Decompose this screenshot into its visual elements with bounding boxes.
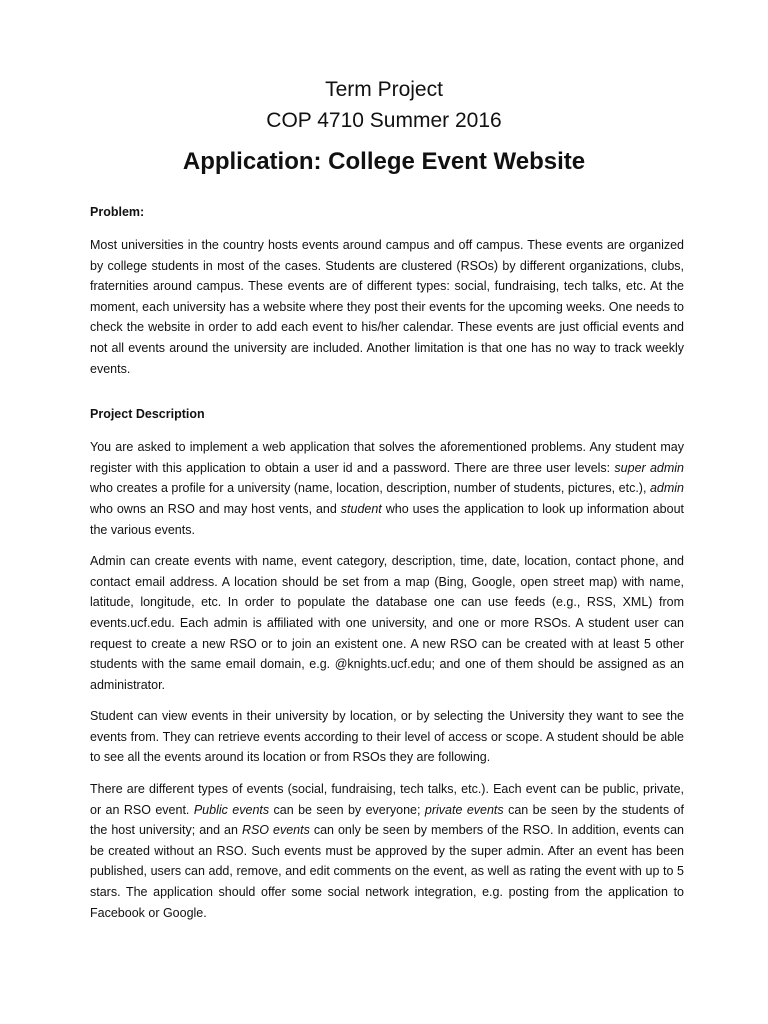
course-title: Term Project [325,78,443,101]
application-title: Application: College Event Website [182,148,586,175]
problem-paragraph: Most universities in the country hosts events around campus and off campus. These events are organized by college students in most of the cases. Students are clustered (RSOs) by different organizations, clubs, fraternities around campus. These events are of different types: social, fundraising, tech talks, etc. At the moment, each university has a website where they post their events for the upcoming weeks. One needs to check the website in order to add each event to his/her calendar. These events are just official events and not all events around the university are included. Another limitation is that one has no way to track weekly events. [90,238,684,376]
document-header [0,74,768,178]
term-student: student [340,501,382,516]
term-admin: admin [649,481,684,496]
text-run: You are asked to implement a web application that solves the aforementioned problems. Any student may register with this application to obtain a user id and a password. There are three user levels: [90,440,684,475]
project-description-heading: Project Description [90,407,205,422]
description-paragraph-3: Student can view events in their university by location, or by selecting the University they want to see the events from. They can retrieve events according to their level of access or scope. A student should be able to see all the events around its location or from RSOs they are following. [90,709,684,765]
text-run: who creates a profile for a university (name, location, description, number of students, pictures, etc.), [90,481,650,496]
text-run: can only be seen by members of the RSO. In addition, events can be created without an RSO. Such events must be approved by the super admin. After an event has been published, users can add, remove, and edit comments on the event, as well as rating the event with up to 5 stars. The application should offer some social network integration, e.g. posting from the application to Facebook or Google. [90,823,684,920]
description-paragraph-1 [90,437,684,540]
course-term: COP 4710 Summer 2016 [266,109,502,132]
problem-heading: Problem: [90,205,145,219]
text-run: can be seen by everyone; [269,802,425,817]
term-private-events: private events [424,802,504,817]
text-run: can be seen by the students of the host university; and an [90,802,684,838]
description-paragraph-4 [90,779,684,923]
text-run: who owns an RSO and may host vents, and [90,501,341,516]
text-run: who uses the application to look up information about the various events. [90,501,684,537]
description-paragraph-2: Admin can create events with name, event category, description, time, date, location, contact phone, and contact email address. A location should be set from a map (Bing, Google, open street map) with name, latitude, longitude, etc. In order to populate the database one can use feeds (e.g., RSS, XML) from events.ucf.edu. Each admin is affiliated with one university, and one or more RSOs. A student user can request to create a new RSO or to join an existent one. A new RSO can be created with at least 5 other students with the same email domain, e.g. @knights.ucf.edu; and one of them should be assigned as an administrator. [90,554,684,692]
document-body [90,203,684,934]
text-run: There are different types of events (social, fundraising, tech talks, etc.). Each event can be public, private, or an RSO event. [90,782,684,817]
term-public-events: Public events [193,802,270,817]
term-super-admin: super admin [614,460,684,475]
term-rso-events: RSO events [241,823,310,838]
